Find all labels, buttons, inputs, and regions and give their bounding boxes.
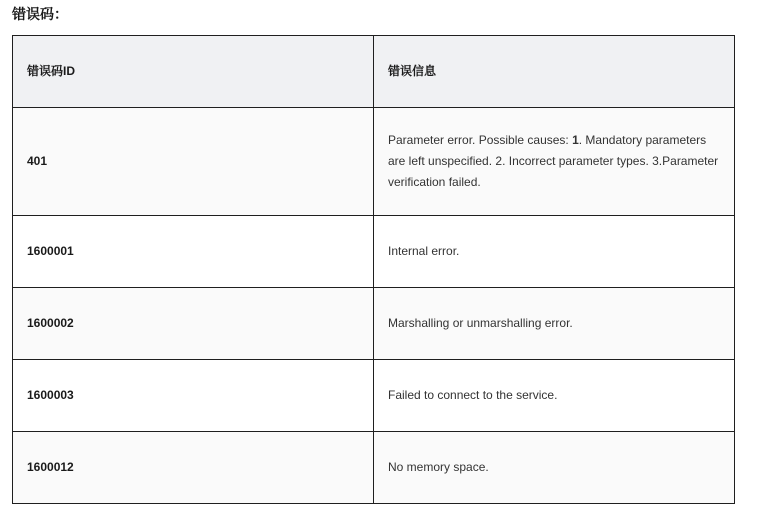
table-row: [13, 216, 735, 288]
error-message-cell: No memory space.: [374, 432, 735, 504]
section-title: 错误码：: [12, 6, 68, 22]
error-code-cell: 1600001: [13, 216, 374, 288]
message-text: . Mandatory parameters are left unspecified. 2. Incorrect parameter types. 3.Parameter verification failed.: [388, 133, 719, 189]
error-message-cell: Failed to connect to the service.: [374, 360, 735, 432]
error-message-cell: [374, 108, 735, 216]
header-error-code-id: 错误码ID: [13, 36, 374, 108]
error-message-cell: Marshalling or unmarshalling error.: [374, 288, 735, 360]
error-code-cell: 1600012: [13, 432, 374, 504]
header-error-message: 错误信息: [374, 36, 735, 108]
table-row: [13, 288, 735, 360]
error-message-cell: Internal error.: [374, 216, 735, 288]
table-header-row: [13, 36, 735, 108]
error-code-cell: 401: [13, 108, 374, 216]
error-code-table: [12, 35, 735, 504]
table-row: [13, 108, 735, 216]
message-emphasis: 1: [572, 133, 579, 147]
error-code-cell: 1600002: [13, 288, 374, 360]
message-text: Parameter error. Possible causes:: [388, 133, 573, 147]
table-row: [13, 432, 735, 504]
table-row: [13, 360, 735, 432]
error-code-cell: 1600003: [13, 360, 374, 432]
